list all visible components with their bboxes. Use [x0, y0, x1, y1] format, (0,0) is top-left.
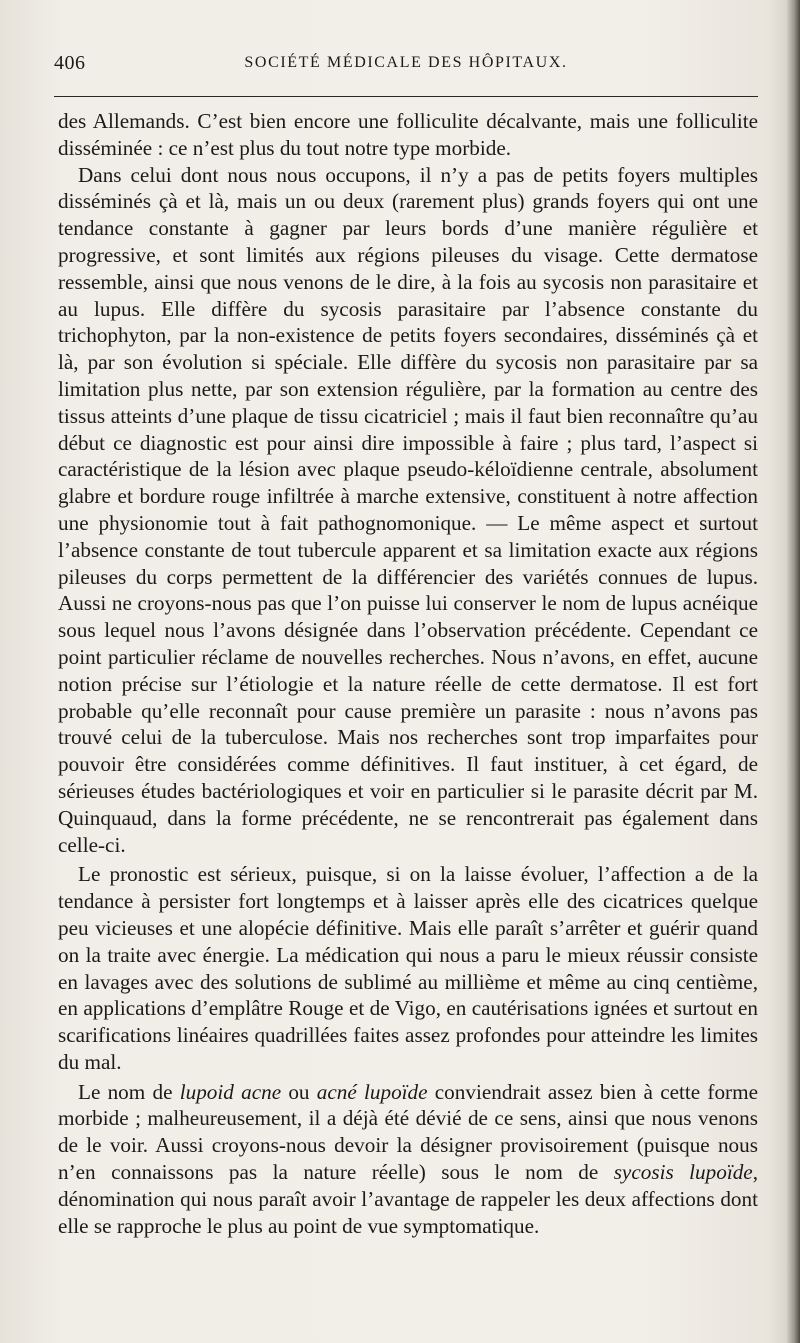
- page-header: [54, 52, 758, 82]
- italic-term-acne-lupoide: acné lupoïde: [316, 1079, 428, 1104]
- running-head: SOCIÉTÉ MÉDICALE DES HÔPITAUX.: [244, 54, 568, 71]
- paragraph-4-text-2: ou: [281, 1079, 317, 1104]
- binding-shadow: [786, 0, 800, 1343]
- italic-term-lupoid-acne: lupoid acne: [179, 1079, 282, 1104]
- paragraph-4-text-3: conviendrait assez bien à cette forme morbide ; malheureusement, il a déjà été dévié de ce sens, ainsi que nous venons de le voir. Aussi croyons-nous devoir la désigner provisoirement (puisque nous n’en connaissons pas la nature réelle) sous le nom de: [58, 1079, 758, 1185]
- paragraph-1: des Allemands. C’est bien encore une folliculite décalvante, mais une folliculite disséminée : ce n’est plus du tout notre type morbide.: [58, 109, 758, 160]
- header-rule: [54, 96, 758, 97]
- paragraph-4-text-1: Le nom de: [78, 1079, 180, 1104]
- italic-term-sycosis-lupoide: sycosis lupoïde: [613, 1160, 753, 1185]
- page-number: 406: [54, 52, 86, 74]
- body-text: [58, 108, 758, 1239]
- paragraph-2: Dans celui dont nous nous occupons, il n’y a pas de petits foyers multiples disséminés çà et là, mais un ou deux (rarement plus) grands foyers qui ont une tendance constante à gagner par leurs bords d’une manière régulière et progressive, et sont limités aux régions pileuses du visage. Cette dermatose ressemble, ainsi que nous venons de le dire, à la fois au sycosis non parasitaire et au lupus. Elle diffère du sycosis parasitaire par l’absence constante du trichophyton, par la non-existence de petits foyers secondaires, disséminés çà et là, par son évolution si spéciale. Elle diffère du sycosis non parasitaire par sa limitation plus nette, par son extension régulière, par la formation au centre des tissus atteints d’une plaque de tissu cicatriciel ; mais il faut bien reconnaître qu’au début ce diagnostic est pour ainsi dire impossible à faire ; plus tard, l’aspect si caractéristique de la lésion avec plaque pseudo-kéloïdienne centrale, absolument glabre et bordure rouge infiltrée à marche extensive, constituent à notre affection une physionomie tout à fait pathognomonique. — Le même aspect et surtout l’absence constante de tout tubercule apparent et sa limitation exacte aux régions pileuses du corps permettent de la différencier des variétés connues de lupus. Aussi ne croyons-nous pas que l’on puisse lui conserver le nom de lupus acnéique sous lequel nous l’avons désignée dans l’observation précédente. Cependant ce point particulier réclame de nouvelles recherches. Nous n’avons, en effet, aucune notion précise sur l’étiologie et la nature réelle de cette dermatose. Il est fort probable qu’elle reconnaît pour cause première un parasite : nous n’avons pas trouvé celui de la tuberculose. Mais nos recherches sont trop imparfaites pour pouvoir être considérées comme définitives. Il faut instituer, à cet égard, de sérieuses études bactériologiques et voir en particulier si le parasite décrit par M. Quinquaud, dans la forme précédente, ne se rencontrerait pas également dans celle-ci.: [58, 162, 758, 857]
- paragraph-4: [58, 1079, 758, 1240]
- paragraph-4-text-4: , dénomination qui nous paraît avoir l’avantage de rappeler les deux affections dont elle se rapproche le plus au point de vue symptomatique.: [58, 1160, 759, 1238]
- paragraph-3: Le pronostic est sérieux, puisque, si on la laisse évoluer, l’affection a de la tendance à persister fort longtemps et à laisser après elle des cicatrices quelque peu vicieuses et une alopécie définitive. Mais elle paraît s’arrêter et guérir quand on la traite avec énergie. La médication qui nous a paru le mieux réussir consiste en lavages avec des solutions de sublimé au millième et même au cinq centième, en applications d’emplâtre Rouge et de Vigo, en cautérisations ignées et surtout en scarifications linéaires quadrillées faites assez profondes pour atteindre les limites du mal.: [58, 862, 758, 1074]
